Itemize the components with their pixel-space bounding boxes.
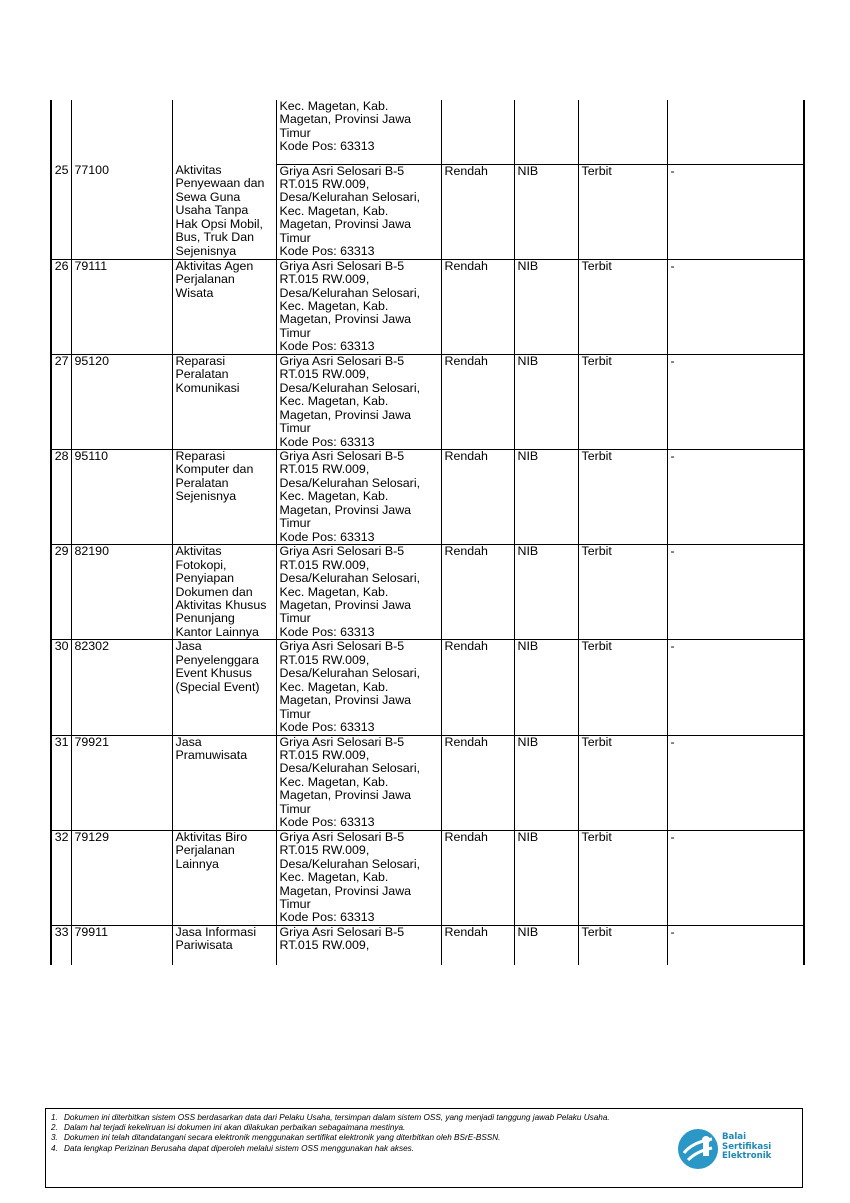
cell-keterangan: -: [667, 925, 804, 965]
cell-kbli: 95120: [71, 354, 172, 449]
cell-judul: Reparasi Peralatan Komunikasi: [172, 354, 276, 449]
cell-alamat: Griya Asri Selosari B-5 RT.015 RW.009, Desa/Kelurahan Selosari, Kec. Magetan, Kab. Magetan, Provinsi Jawa Timur Kode Pos: 63313: [276, 545, 441, 640]
footer-note-text: Dokumen ini diterbitkan sistem OSS berdasarkan data dari Pelaku Usaha, tersimpan dalam sistem OSS, yang menjadi tanggung jawab Pelaku Usaha.: [64, 1113, 610, 1122]
cell-judul: [172, 100, 276, 164]
cell-kbli: 79111: [71, 259, 172, 354]
cell-status: Terbit: [578, 735, 667, 830]
cell-keterangan: -: [667, 545, 804, 640]
cell-judul: Aktivitas Fotokopi, Penyiapan Dokumen dan Aktivitas Khusus Penunjang Kantor Lainnya: [172, 545, 276, 640]
logo-line: Elektronik: [722, 1151, 772, 1162]
table-row: [51, 830, 804, 925]
table-row: [51, 925, 804, 965]
cell-perizinan: NIB: [514, 259, 578, 354]
cell-alamat: Griya Asri Selosari B-5 RT.015 RW.009, Desa/Kelurahan Selosari, Kec. Magetan, Kab. Magetan, Provinsi Jawa Timur Kode Pos: 63313: [276, 354, 441, 449]
bsre-emblem-icon: [676, 1127, 720, 1171]
cell-status: Terbit: [578, 925, 667, 965]
footer-note: [46, 1113, 686, 1123]
table-row: [51, 259, 804, 354]
table-row: [51, 545, 804, 640]
cell-no: 27: [51, 354, 71, 449]
cell-no: [51, 100, 71, 164]
cell-no: 26: [51, 259, 71, 354]
cell-status: Terbit: [578, 830, 667, 925]
cell-kbli: [71, 100, 172, 164]
cell-no: 29: [51, 545, 71, 640]
cell-keterangan: -: [667, 735, 804, 830]
cell-alamat: Griya Asri Selosari B-5 RT.015 RW.009, Desa/Kelurahan Selosari, Kec. Magetan, Kab. Magetan, Provinsi Jawa Timur Kode Pos: 63313: [276, 164, 441, 259]
business-license-table: [50, 100, 805, 965]
cell-no: 32: [51, 830, 71, 925]
table-row: [51, 450, 804, 545]
cell-kbli: 79921: [71, 735, 172, 830]
cell-risiko: Rendah: [441, 259, 514, 354]
logo-line: Sertifikasi: [722, 1141, 772, 1152]
cell-keterangan: -: [667, 354, 804, 449]
footer-note-number: 2.: [51, 1123, 58, 1133]
logo-line: Balai: [722, 1132, 747, 1142]
cell-judul: Aktivitas Agen Perjalanan Wisata: [172, 259, 276, 354]
cell-kbli: 82302: [71, 640, 172, 735]
cell-status: Terbit: [578, 259, 667, 354]
footer-note-number: 4.: [51, 1143, 58, 1153]
cell-risiko: Rendah: [441, 164, 514, 259]
footer-note-number: 1.: [51, 1113, 58, 1122]
cell-perizinan: NIB: [514, 450, 578, 545]
cell-perizinan: NIB: [514, 164, 578, 259]
cell-perizinan: NIB: [514, 545, 578, 640]
cell-status: Terbit: [578, 640, 667, 735]
footer-note-number: 3.: [51, 1133, 58, 1143]
cell-keterangan: -: [667, 259, 804, 354]
footer-note-text: Dokumen ini telah ditandatangani secara elektronik menggunakan sertifikat elektronik yang diterbitkan oleh BSrE-BSSN.: [64, 1133, 501, 1143]
cell-keterangan: -: [667, 164, 804, 259]
cell-judul: Jasa Informasi Pariwisata: [172, 925, 276, 965]
table-row: [51, 640, 804, 735]
table-row-continued: [51, 100, 804, 164]
cell-judul: Reparasi Komputer dan Peralatan Sejenisnya: [172, 450, 276, 545]
cell-perizinan: [514, 100, 578, 164]
cell-status: Terbit: [578, 545, 667, 640]
cell-perizinan: NIB: [514, 735, 578, 830]
cell-kbli: 79129: [71, 830, 172, 925]
footer-note: [46, 1133, 686, 1143]
cell-kbli: 79911: [71, 925, 172, 965]
cell-no: 25: [51, 164, 71, 259]
cell-risiko: Rendah: [441, 735, 514, 830]
cell-perizinan: NIB: [514, 640, 578, 735]
cell-kbli: 77100: [71, 164, 172, 259]
table-row: [51, 735, 804, 830]
cell-alamat: Kec. Magetan, Kab. Magetan, Provinsi Jawa Timur Kode Pos: 63313: [276, 100, 441, 164]
cell-alamat: Griya Asri Selosari B-5 RT.015 RW.009, Desa/Kelurahan Selosari, Kec. Magetan, Kab. Magetan, Provinsi Jawa Timur Kode Pos: 63313: [276, 830, 441, 925]
cell-alamat: Griya Asri Selosari B-5 RT.015 RW.009, Desa/Kelurahan Selosari, Kec. Magetan, Kab. Magetan, Provinsi Jawa Timur Kode Pos: 63313: [276, 735, 441, 830]
cell-risiko: Rendah: [441, 450, 514, 545]
cell-no: 28: [51, 450, 71, 545]
bsre-logo-text: [722, 1133, 771, 1162]
cell-alamat: Griya Asri Selosari B-5 RT.015 RW.009, Desa/Kelurahan Selosari, Kec. Magetan, Kab. Magetan, Provinsi Jawa Timur Kode Pos: 63313: [276, 450, 441, 545]
cell-judul: Jasa Pramuwisata: [172, 735, 276, 830]
cell-status: [578, 100, 667, 164]
cell-status: Terbit: [578, 164, 667, 259]
cell-no: 33: [51, 925, 71, 965]
cell-risiko: [441, 100, 514, 164]
cell-keterangan: [667, 100, 804, 164]
cell-status: Terbit: [578, 354, 667, 449]
cell-alamat: Griya Asri Selosari B-5 RT.015 RW.009, Desa/Kelurahan Selosari, Kec. Magetan, Kab. Magetan, Provinsi Jawa Timur Kode Pos: 63313: [276, 640, 441, 735]
cell-risiko: Rendah: [441, 640, 514, 735]
cell-risiko: Rendah: [441, 354, 514, 449]
footer-note-text: Data lengkap Perizinan Berusaha dapat diperoleh melalui sistem OSS menggunakan hak akses.: [64, 1143, 414, 1153]
cell-no: 30: [51, 640, 71, 735]
footer-note-text: Dalam hal terjadi kekeliruan isi dokumen ini akan dilakukan perbaikan sebagaimana mestinya.: [64, 1123, 406, 1133]
cell-alamat: Griya Asri Selosari B-5 RT.015 RW.009,: [276, 925, 441, 965]
table-row: [51, 164, 804, 259]
cell-risiko: Rendah: [441, 925, 514, 965]
cell-kbli: 82190: [71, 545, 172, 640]
cell-status: Terbit: [578, 450, 667, 545]
document-footer: [45, 1108, 803, 1188]
cell-judul: Jasa Penyelenggara Event Khusus (Special Event): [172, 640, 276, 735]
cell-judul: Aktivitas Penyewaan dan Sewa Guna Usaha Tanpa Hak Opsi Mobil, Bus, Truk Dan Sejenisnya: [172, 164, 276, 259]
footer-note: [46, 1144, 686, 1154]
cell-alamat: Griya Asri Selosari B-5 RT.015 RW.009, Desa/Kelurahan Selosari, Kec. Magetan, Kab. Magetan, Provinsi Jawa Timur Kode Pos: 63313: [276, 259, 441, 354]
cell-risiko: Rendah: [441, 830, 514, 925]
cell-no: 31: [51, 735, 71, 830]
cell-keterangan: -: [667, 640, 804, 735]
cell-perizinan: NIB: [514, 354, 578, 449]
cell-risiko: Rendah: [441, 545, 514, 640]
cell-perizinan: NIB: [514, 925, 578, 965]
footer-notes: [46, 1109, 686, 1154]
cell-keterangan: -: [667, 450, 804, 545]
footer-note: [46, 1123, 686, 1133]
cell-perizinan: NIB: [514, 830, 578, 925]
table-row: [51, 354, 804, 449]
cell-judul: Aktivitas Biro Perjalanan Lainnya: [172, 830, 276, 925]
cell-kbli: 95110: [71, 450, 172, 545]
cell-keterangan: -: [667, 830, 804, 925]
bsre-logo: [676, 1127, 788, 1177]
